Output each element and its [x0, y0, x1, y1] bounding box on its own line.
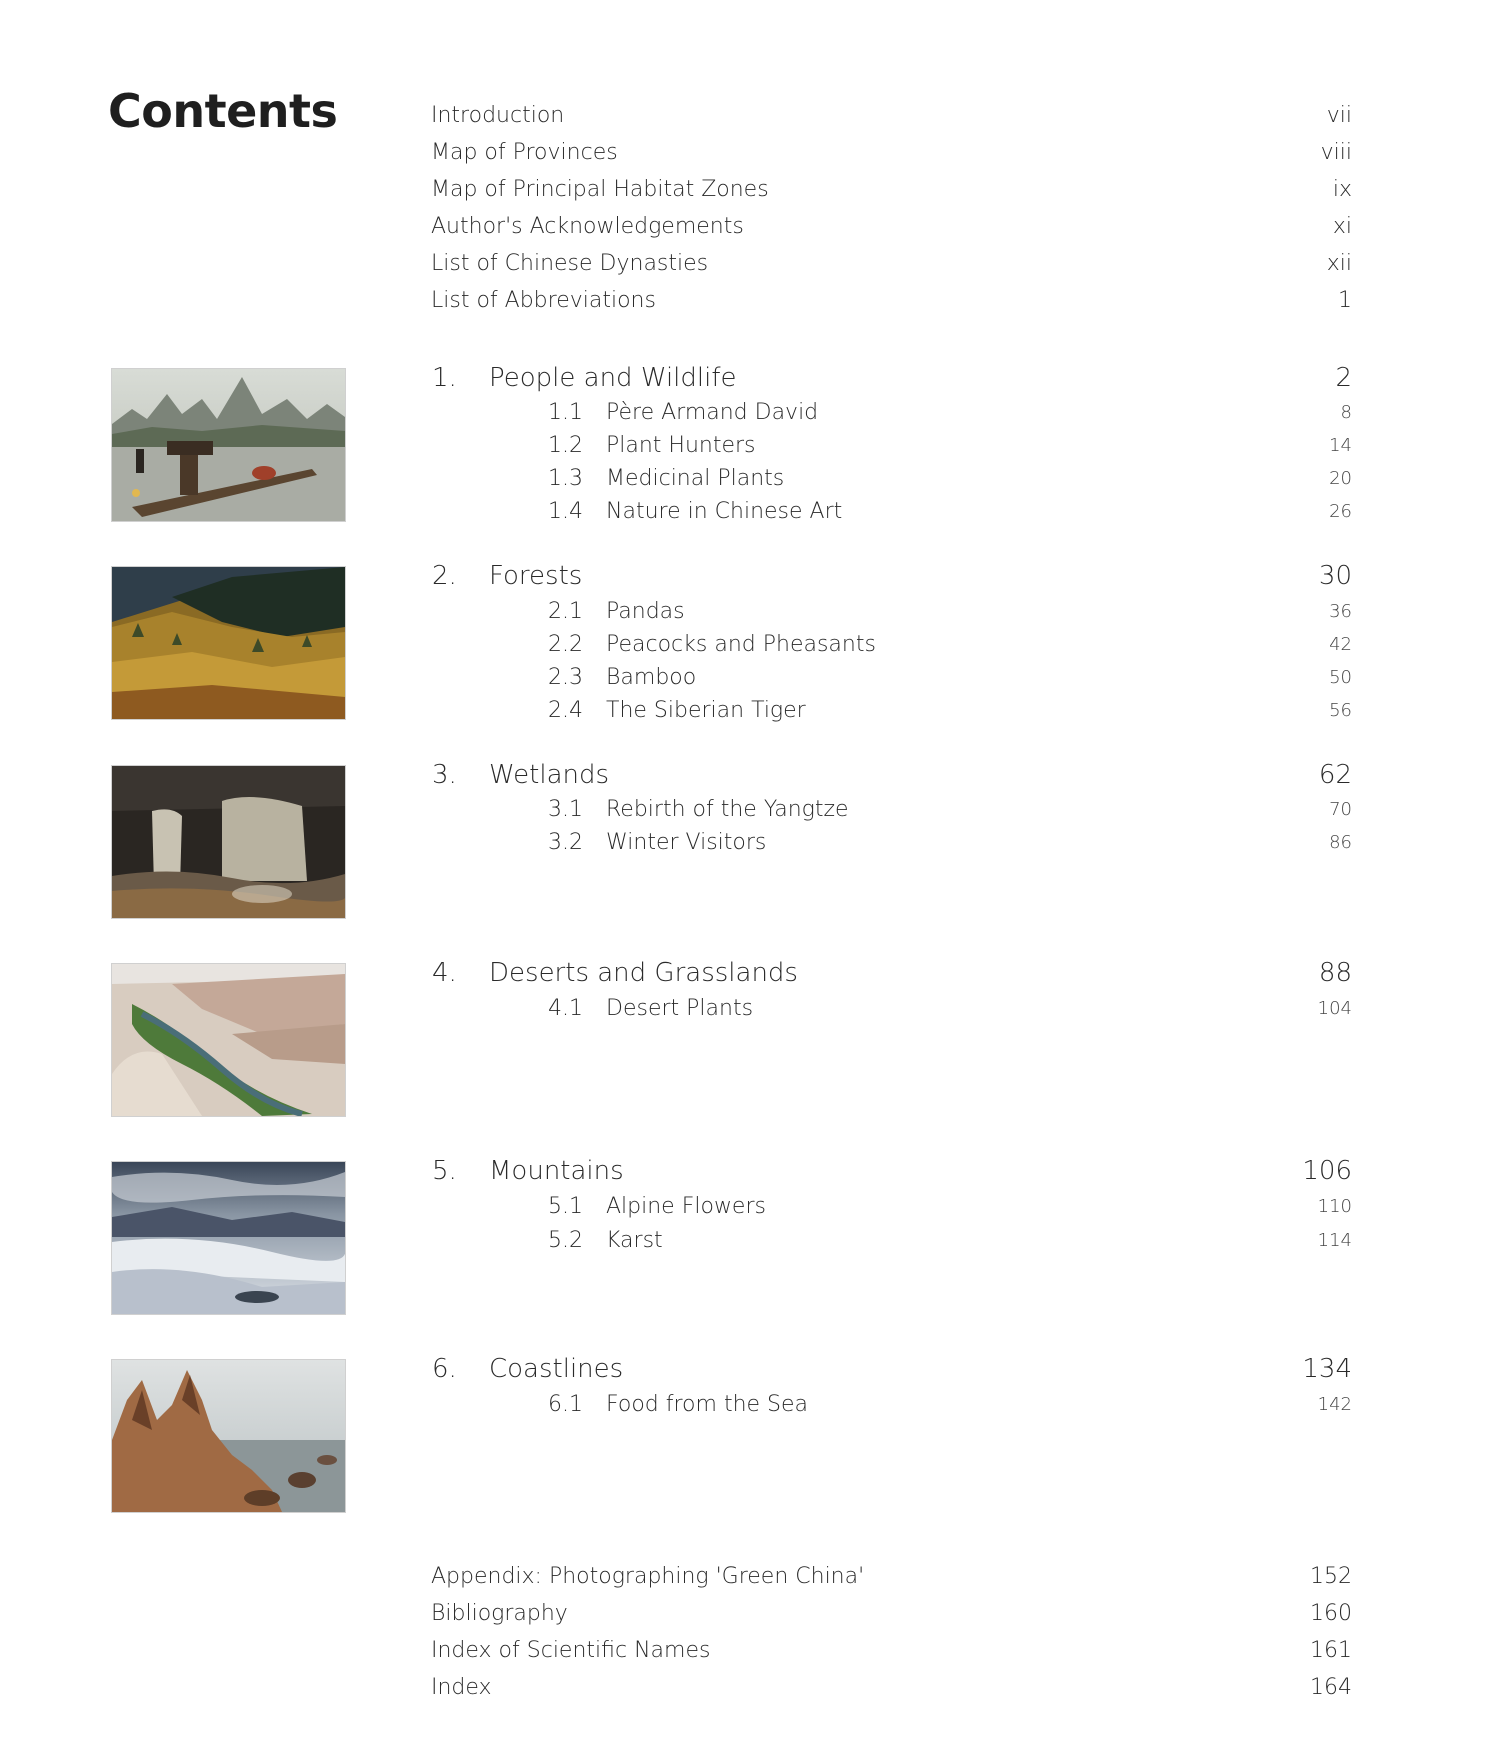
chapter-heading[interactable]	[0, 1352, 1500, 1386]
toc-entry-label: Map of Provinces	[431, 140, 618, 165]
section-title: Nature in Chinese Art	[606, 499, 843, 524]
section-page: 70	[1329, 799, 1352, 820]
section-title: Pandas	[606, 599, 685, 624]
chapter-page: 30	[1318, 561, 1352, 591]
chapter-heading[interactable]	[0, 559, 1500, 593]
section-title: Medicinal Plants	[606, 466, 785, 491]
section-title: Bamboo	[606, 665, 697, 690]
chapter-title: Mountains	[489, 1156, 624, 1186]
chapter-title: Forests	[489, 561, 583, 591]
section-number: 2.3	[548, 665, 583, 690]
section-entry[interactable]	[0, 597, 1500, 627]
chapter-heading[interactable]	[0, 361, 1500, 395]
section-number: 6.1	[548, 1392, 583, 1417]
chapter-number: 2.	[432, 561, 457, 591]
section-number: 1.3	[548, 466, 583, 491]
toc-entry-page: xi	[1332, 214, 1352, 239]
toc-entry-page: xii	[1326, 251, 1352, 276]
toc-entry-label: Appendix: Photographing 'Green China'	[431, 1564, 865, 1589]
section-title: Karst	[606, 1228, 663, 1253]
toc-entry-page: ix	[1332, 177, 1352, 202]
section-entry[interactable]	[0, 431, 1500, 461]
toc-entry-label: Author's Acknowledgements	[431, 214, 744, 239]
toc-entry[interactable]	[0, 212, 1500, 242]
section-entry[interactable]	[0, 696, 1500, 726]
toc-entry-label: Index	[431, 1675, 492, 1700]
toc-entry-page: 161	[1310, 1638, 1352, 1663]
section-page: 86	[1329, 832, 1352, 853]
section-number: 2.2	[548, 632, 583, 657]
section-number: 5.1	[548, 1194, 583, 1219]
section-title: Peacocks and Pheasants	[606, 632, 876, 657]
toc-entry[interactable]	[0, 1636, 1500, 1666]
section-page: 26	[1329, 501, 1352, 522]
chapter-page: 134	[1302, 1354, 1352, 1384]
chapter-number: 3.	[432, 760, 457, 790]
toc-entry[interactable]	[0, 175, 1500, 205]
section-number: 2.1	[548, 599, 583, 624]
section-title: Rebirth of the Yangtze	[606, 797, 849, 822]
section-title: Plant Hunters	[606, 433, 756, 458]
chapter-page: 62	[1318, 760, 1352, 790]
chapter-number: 5.	[432, 1156, 457, 1186]
section-entry[interactable]	[0, 464, 1500, 494]
section-title: The Siberian Tiger	[606, 698, 806, 723]
toc-entry-page: vii	[1326, 103, 1352, 128]
section-title: Winter Visitors	[606, 830, 767, 855]
chapter-heading[interactable]	[0, 956, 1500, 990]
toc-entry-label: Map of Principal Habitat Zones	[431, 177, 769, 202]
toc-entry-page: 160	[1310, 1601, 1352, 1626]
section-entry[interactable]	[0, 398, 1500, 428]
section-page: 114	[1317, 1230, 1352, 1251]
toc-entry-label: List of Chinese Dynasties	[431, 251, 709, 276]
section-title: Père Armand David	[606, 400, 819, 425]
section-title: Desert Plants	[606, 996, 754, 1021]
section-entry[interactable]	[0, 795, 1500, 825]
toc-entry-page: 1	[1338, 288, 1352, 313]
section-number: 4.1	[548, 996, 583, 1021]
section-number: 2.4	[548, 698, 583, 723]
section-page: 42	[1329, 634, 1352, 655]
toc-entry[interactable]	[0, 249, 1500, 279]
chapter-heading[interactable]	[0, 758, 1500, 792]
chapter-title: Coastlines	[489, 1354, 624, 1384]
toc-entry[interactable]	[0, 286, 1500, 316]
chapter-number: 6.	[432, 1354, 457, 1384]
chapter-page: 106	[1302, 1156, 1352, 1186]
section-title: Food from the Sea	[606, 1392, 809, 1417]
toc-entry-label: Introduction	[431, 103, 565, 128]
chapter-page: 2	[1335, 363, 1352, 393]
toc-entry-page: 164	[1310, 1675, 1352, 1700]
chapter-title: Wetlands	[489, 760, 610, 790]
section-entry[interactable]	[0, 828, 1500, 858]
chapter-title: Deserts and Grasslands	[489, 958, 798, 988]
section-number: 3.1	[548, 797, 583, 822]
page-title: Contents	[108, 84, 338, 138]
section-page: 56	[1329, 700, 1352, 721]
chapter-heading[interactable]	[0, 1154, 1500, 1188]
toc-entry-label: Bibliography	[431, 1601, 568, 1626]
toc-entry-page: viii	[1320, 140, 1352, 165]
section-entry[interactable]	[0, 994, 1500, 1024]
section-entry[interactable]	[0, 630, 1500, 660]
section-page: 8	[1340, 402, 1352, 423]
chapter-title: People and Wildlife	[489, 363, 737, 393]
section-entry[interactable]	[0, 1390, 1500, 1420]
section-page: 110	[1317, 1196, 1352, 1217]
section-page: 50	[1329, 667, 1352, 688]
section-page: 14	[1329, 435, 1352, 456]
toc-entry[interactable]	[0, 1599, 1500, 1629]
section-page: 104	[1317, 998, 1352, 1019]
toc-entry-page: 152	[1310, 1564, 1352, 1589]
section-number: 5.2	[548, 1228, 583, 1253]
section-entry[interactable]	[0, 663, 1500, 693]
toc-entry-label: List of Abbreviations	[431, 288, 656, 313]
section-entry[interactable]	[0, 1192, 1500, 1222]
section-number: 3.2	[548, 830, 583, 855]
section-entry[interactable]	[0, 1226, 1500, 1256]
toc-entry[interactable]	[0, 1673, 1500, 1703]
section-page: 20	[1329, 468, 1352, 489]
toc-entry-label: Index of Scientific Names	[431, 1638, 711, 1663]
chapter-number: 4.	[432, 958, 457, 988]
section-number: 1.1	[548, 400, 583, 425]
chapter-page: 88	[1318, 958, 1352, 988]
section-entry[interactable]	[0, 497, 1500, 527]
section-number: 1.4	[548, 499, 583, 524]
toc-entry[interactable]	[0, 1562, 1500, 1592]
section-page: 142	[1317, 1394, 1352, 1415]
toc-entry[interactable]	[0, 101, 1500, 131]
section-title: Alpine Flowers	[606, 1194, 766, 1219]
section-number: 1.2	[548, 433, 583, 458]
toc-entry[interactable]	[0, 138, 1500, 168]
chapter-number: 1.	[432, 363, 457, 393]
section-page: 36	[1329, 601, 1352, 622]
